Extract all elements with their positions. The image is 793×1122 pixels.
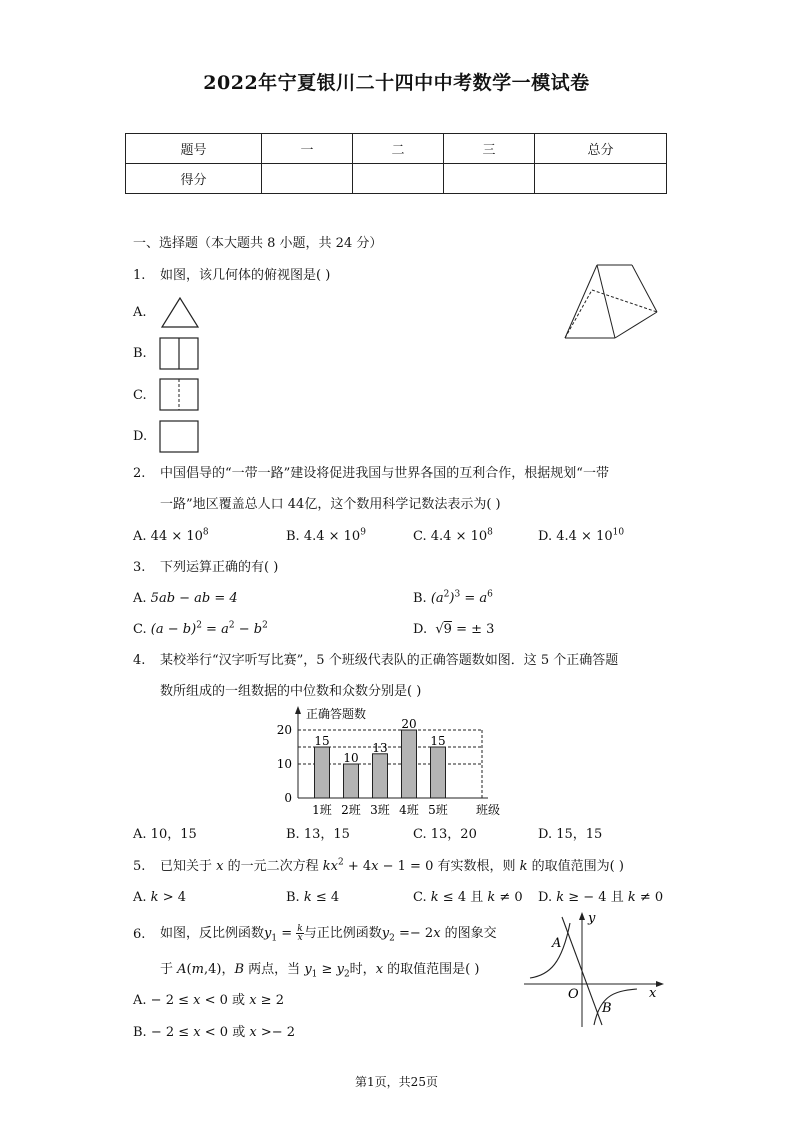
x-axis-label: 班级 — [476, 803, 501, 817]
q1-option-b-label: B. — [133, 346, 147, 361]
point-a-label: A — [552, 936, 562, 951]
rectangle-solid-line-option — [159, 337, 201, 372]
page-footer: 第1页，共25页 — [355, 1075, 438, 1089]
q4-option-d-value: 15，15 — [556, 827, 603, 842]
section-heading: 一、选择题（本大题共 8 小题，共 24 分） — [133, 236, 383, 251]
q6-line2-b: ， — [221, 962, 235, 977]
bar-value-label: 20 — [401, 717, 417, 731]
bar — [315, 747, 330, 798]
q2-option-a-base: 44 × 10 — [150, 529, 203, 544]
q6-line1: 如图，反比例函数$y_1$ = $\frac{k}{x}$ 与正比例函数$y_2 =- 2x$ 的图象交 — [160, 924, 497, 944]
q3-option-b-expr: $(a^2)^3 = a^6$ — [430, 589, 493, 606]
score-table — [125, 133, 667, 194]
q4-option-c-label: C. — [413, 827, 427, 842]
q1-option-c-label: C. — [133, 388, 147, 403]
rectangle-plain-option — [159, 420, 201, 455]
rectangle-dashed-line-option — [159, 378, 201, 413]
q2-line2: 一路”地区覆盖总人口 44亿，这个数用科学记数法表示为( ) — [160, 497, 501, 512]
bar-value-label: 10 — [343, 751, 359, 765]
x-tick-label: 1班 — [312, 803, 332, 817]
function-graph — [522, 905, 667, 1030]
q5-option-b: B. k ≤ 4 — [286, 890, 340, 905]
q6-option-a: A. − 2 ≤ x < 0 或 x ≥ 2 — [133, 993, 284, 1008]
score-header-cell: 题号 — [126, 134, 262, 164]
score-header-cell: 总分 — [535, 134, 667, 164]
q6-line2-a: 于 — [160, 962, 174, 977]
q4-line1: 某校举行“汉字听写比赛”，5 个班级代表队的正确答题数如图．这 5 个正确答题 — [160, 653, 619, 668]
q2-option-a — [133, 529, 209, 545]
q5-option-c: C. k ≤ 4 且 k ≠ 0 — [413, 890, 523, 905]
q2-option-a-exp: 8 — [202, 527, 209, 538]
x-tick-label: 4班 — [399, 803, 419, 817]
score-cell — [535, 164, 667, 194]
origin-label: O — [568, 987, 579, 1002]
graph-y-arrow — [579, 912, 585, 920]
q3-option-b — [413, 591, 493, 607]
q2-option-b-base: 4.4 × 10 — [303, 529, 361, 544]
q6-option-b-or: 或 — [232, 1025, 246, 1040]
q4-option-b — [286, 827, 350, 843]
q5-option-a: A. k > 4 — [133, 890, 186, 905]
q4-option-a — [133, 827, 197, 843]
q5-option-c-label: C. — [413, 890, 427, 905]
q2-option-d-label: D. — [538, 529, 553, 544]
score-header-cell: 二 — [353, 134, 444, 164]
q2-option-b-label: B. — [286, 529, 300, 544]
q5-text: 已知关于 x 的一元二次方程 $kx^2 + 4x - 1 = 0$ 有实数根，则 k 的取值范围为( ) — [160, 857, 624, 874]
q2-option-c — [413, 529, 493, 545]
y-axis-name: y — [588, 911, 596, 926]
q3-number: 3. — [133, 560, 146, 575]
q1-text: 如图，该几何体的俯视图是( ) — [160, 268, 331, 283]
q4-option-a-label: A. — [133, 827, 147, 842]
y-tick-label: 10 — [276, 757, 292, 771]
bar-value-label: 15 — [314, 734, 330, 748]
q4-option-b-value: 13，15 — [303, 827, 350, 842]
q6-text-a: 如图，反比例函数 — [160, 926, 265, 941]
score-header-cell: 一 — [262, 134, 353, 164]
graph-x-arrow — [656, 981, 664, 987]
q5-option-b-label: B. — [286, 890, 300, 905]
q2-option-d — [538, 529, 624, 545]
score-cell — [353, 164, 444, 194]
q1-option-d-label: D. — [133, 429, 148, 444]
point-b-label: B — [602, 1001, 612, 1016]
score-table-score-row — [126, 164, 667, 194]
q6-option-a-or: 或 — [232, 993, 246, 1008]
q6-line2-c: 两点，当 — [248, 962, 301, 977]
bar-value-label: 13 — [372, 740, 388, 755]
x-tick-label: 3班 — [370, 803, 390, 817]
score-table-header-row — [126, 134, 667, 164]
q2-option-b — [286, 529, 366, 545]
q3-option-a — [133, 591, 238, 607]
q1-option-a-label: A. — [133, 305, 147, 320]
q2-option-d-exp: 10 — [612, 527, 625, 538]
score-row-label: 得分 — [126, 164, 262, 194]
q3-option-a-label: A. — [133, 591, 147, 606]
q6-text-c: 的图象交 — [444, 926, 497, 941]
q2-option-a-label: A. — [133, 529, 147, 544]
score-header-cell: 三 — [444, 134, 535, 164]
q6-option-b-label: B. — [133, 1025, 147, 1040]
bar-value-label: 15 — [430, 734, 446, 748]
q6-line2-d: 时， — [349, 962, 376, 977]
q2-line1: 中国倡导的“一带一路”建设将促进我国与世界各国的互利合作，根据规划“一带 — [160, 466, 609, 481]
bar — [344, 764, 359, 798]
q4-option-d — [538, 827, 602, 843]
x-tick-label: 5班 — [428, 803, 448, 817]
score-cell — [444, 164, 535, 194]
bar — [402, 730, 417, 798]
q5-option-d-label: D. — [538, 890, 553, 905]
q2-option-c-label: C. — [413, 529, 427, 544]
q6-number: 6. — [133, 927, 146, 942]
q3-option-d-label: D. — [413, 622, 428, 637]
q6-option-a-label: A. — [133, 993, 147, 1008]
q3-option-c-label: C. — [133, 622, 147, 637]
q3-text: 下列运算正确的有( ) — [160, 560, 279, 575]
bar — [373, 754, 388, 798]
q3-option-b-label: B. — [413, 591, 427, 606]
x-axis-name: x — [649, 986, 657, 1001]
q5-option-d: D. k ≥ − 4 且 k ≠ 0 — [538, 890, 664, 905]
q6-option-b: B. − 2 ≤ x < 0 或 x >− 2 — [133, 1025, 296, 1040]
prism-figure — [560, 260, 665, 345]
triangle-view-option — [158, 294, 202, 330]
q4-option-c-value: 13，20 — [430, 827, 477, 842]
q3-option-d-expr: √9 = ± 3 — [431, 622, 495, 637]
q5-number: 5. — [133, 859, 146, 874]
bar-chart — [270, 700, 520, 825]
q3-option-c — [133, 622, 268, 638]
q1-number: 1. — [133, 268, 146, 283]
q4-option-d-label: D. — [538, 827, 553, 842]
y-axis-arrow — [295, 706, 301, 714]
hyperbola-left-branch — [530, 923, 570, 978]
score-cell — [262, 164, 353, 194]
q4-number: 4. — [133, 653, 146, 668]
bar — [431, 747, 446, 798]
q2-option-c-exp: 8 — [487, 527, 493, 538]
q4-option-c — [413, 827, 477, 843]
y-tick-label: 0 — [284, 791, 292, 805]
q6-line2-e: 的取值范围是( ) — [387, 962, 480, 977]
q3-option-c-expr: $(a - b)^2 = a^2 - b^2$ — [150, 620, 268, 637]
exam-title: 2022年宁夏银川二十四中中考数学一模试卷 — [203, 72, 590, 94]
q5-option-a-label: A. — [133, 890, 147, 905]
q2-number: 2. — [133, 466, 146, 481]
q2-option-d-base: 4.4 × 10 — [556, 529, 613, 544]
q4-option-b-label: B. — [286, 827, 300, 842]
q6-line2: 于 A(m,4)，B 两点，当 $y_1 \ge y_2$时，x 的取值范围是( ) — [160, 962, 480, 980]
q3-option-d — [413, 622, 494, 638]
x-tick-label: 2班 — [341, 803, 361, 817]
q4-option-a-value: 10，15 — [150, 827, 197, 842]
q2-option-b-exp: 9 — [360, 527, 366, 538]
y-tick-label: 20 — [276, 723, 292, 737]
q6-text-b: 与正比例函数 — [303, 926, 382, 941]
q4-line2: 数所组成的一组数据的中位数和众数分别是( ) — [160, 684, 422, 699]
q2-option-c-base: 4.4 × 10 — [430, 529, 488, 544]
q3-option-a-expr: 5ab − ab = 4 — [150, 591, 238, 606]
y-axis-label: 正确答题数 — [306, 707, 367, 721]
